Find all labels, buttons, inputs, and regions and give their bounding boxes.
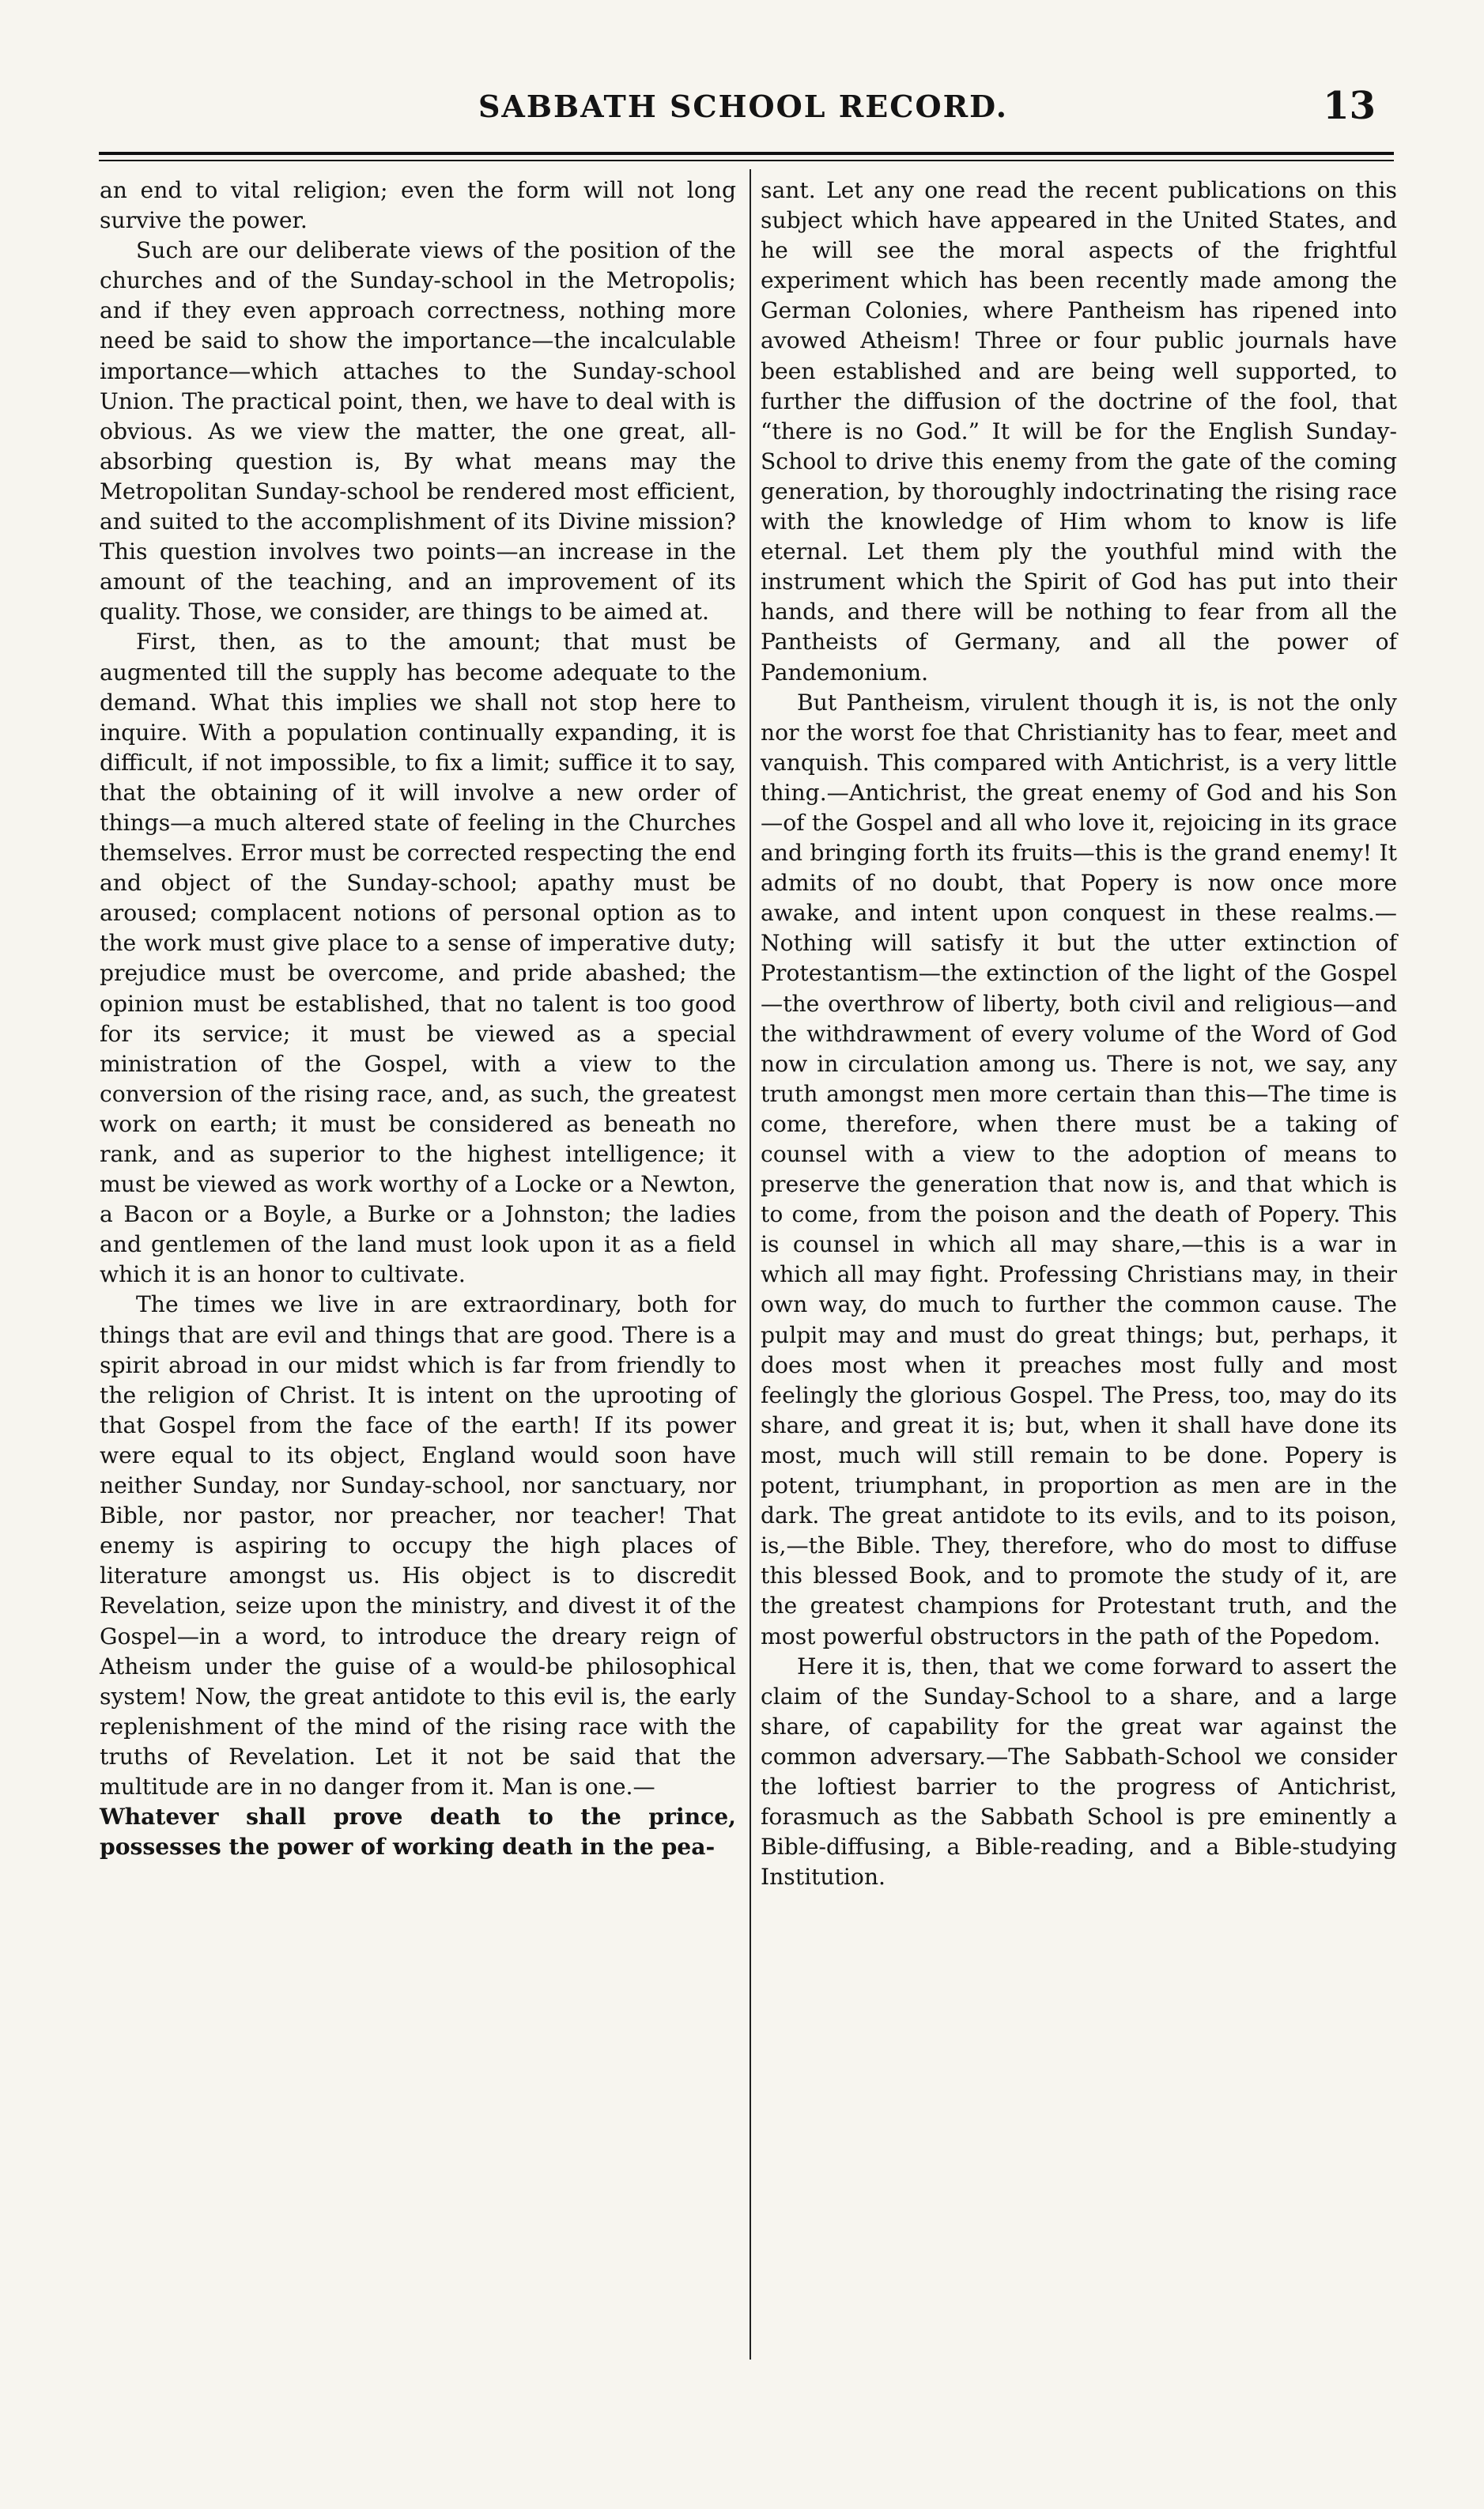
paragraph: an end to vital religion; even the form will not long survive the power. [100, 177, 736, 234]
right-column [761, 176, 1397, 2366]
page-number: 13 [1323, 84, 1376, 128]
paragraph: Here it is, then, that we come forward to assert the claim of the Sunday-School to a share, and a large share, of capability for the great war against the common adversary.—The Sabbath-School we consider the loftiest barrier to the progress of Antichrist, forasmuch as the Sabbath School is pre eminently a Bible-diffusing, a Bible-reading, and a Bible-studying Institution. [761, 1653, 1397, 1891]
column-divider [750, 169, 751, 2360]
paragraph: First, then, as to the amount; that must be augmented till the supply has become adequate to the demand. What this implies we shall not stop here to inquire. With a population continually expanding, it is difficult, if not impossible, to fix a limit; suffice it to say, that the obtaining of it will involve a new order of things—a much altered state of feeling in the Churches themselves. Error must be corrected respecting the end and object of the Sunday-school; apathy must be aroused; complacent notions of personal option as to the work must give place to a sense of imperative duty; prejudice must be overcome, and pride abashed; the opinion must be established, that no talent is too good for its service; it must be viewed as a special ministration of the Gospel, with a view to the conversion of the rising race, and, as such, the greatest work on earth; it must be considered as beneath no rank, and as superior to the highest intelligence; it must be viewed as work worthy of a Locke or a Newton, a Bacon or a Boyle, a Burke or a Johnston; the ladies and gentlemen of the land must look upon it as a field which it is an honor to cultivate. [100, 629, 736, 1288]
paragraph: But Pantheism, virulent though it is, is not the only nor the worst foe that Christianity has to fear, meet and vanquish. This compared with Antichrist, is a very little thing.—Antichrist, the great enemy of God and his Son—of the Gospel and all who love it, rejoicing in its grace and bringing forth its fruits—this is the grand enemy! It admits of no doubt, that Popery is now once more awake, and intent upon conquest in these realms.—Nothing will satisfy it but the utter extinction of Protestantism—the extinction of the light of the Gospel—the overthrow of liberty, both civil and religious—and the withdrawment of every volume of the Word of God now in circulation among us. There is not, we say, any truth amongst men more certain than this—The time is come, therefore, when there must be a taking of counsel with a view to the adoption of means to preserve the generation that now is, and that which is to come, from the poison and the death of Popery. This is counsel in which all may share,—this is a war in which all may fight. Professing Christians may, in their own way, do much to further the common cause. The pulpit may and must do great things; but, perhaps, it does most when it preaches most fully and most feelingly the glorious Gospel. The Press, too, may do its share, and great it is; but, when it shall have done its most, much will still remain to be done. Popery is potent, triumphant, in proportion as men are in the dark. The great antidote to its evils, and to its poison, is,—the Bible. They, therefore, who do most to diffuse this blessed Book, and to promote the study of it, are the greatest champions for Protestant truth, and the most powerful obstructors in the path of the Popedom. [761, 689, 1397, 1649]
paragraph: The times we live in are extraordinary, both for things that are evil and things that are good. There is a spirit abroad in our midst which is far from friendly to the religion of Christ. It is intent on the uprooting of that Gospel from the face of the earth! If its power were equal to its object, England would soon have neither Sunday, nor Sunday-school, nor sanctuary, nor Bible, nor pastor, nor preacher, nor teacher! That enemy is aspiring to occupy the high places of literature amongst us. His object is to discredit Revelation, seize upon the ministry, and divest it of the Gospel—in a word, to introduce the dreary reign of Atheism under the guise of a would-be philosophical system! Now, the great antidote to this evil is, the early replenishment of the mind of the rising race with the truths of Revelation. Let it not be said that the multitude are in no danger from it. Man is one.— [100, 1291, 736, 1800]
page-header [95, 84, 1391, 152]
paragraph: Such are our deliberate views of the position of the churches and of the Sunday-school in the Metropolis; and if they even approach correctness, nothing more need be said to show the importance—the incalculable importance—which attaches to the Sunday-school Union. The practical point, then, we have to deal with is obvious. As we view the matter, the one great, all-absorbing question is, By what means may the Metropolitan Sunday-school be rendered most efficient, and suited to the accomplishment of its Divine mission? This question involves two points—an increase in the amount of the teaching, and an improvement of its quality. Those, we consider, are things to be aimed at. [100, 237, 736, 625]
header-rule-thin [99, 160, 1394, 161]
paragraph: Whatever shall prove death to the prince, possesses the power of working death in the pea- [100, 1804, 736, 1861]
header-rule-thick [99, 152, 1394, 155]
paragraph: sant. Let any one read the recent publications on this subject which have appeared in the United States, and he will see the moral aspects of the frightful experiment which has been recently made among the German Colonies, where Pantheism has ripened into avowed Atheism! Three or four public journals have been established and are being well supported, to further the diffusion of the doctrine of the fool, that “there is no God.” It will be for the English Sunday-School to drive this enemy from the gate of the coming generation, by thoroughly indoctrinating the rising race with the knowledge of Him whom to know is life eternal. Let them ply the youthful mind with the instrument which the Spirit of God has put into their hands, and there will be nothing to fear from all the Pantheists of Germany, and all the power of Pandemonium. [761, 177, 1397, 686]
running-title: SABBATH SCHOOL RECORD. [478, 89, 1009, 124]
left-column [100, 176, 736, 2366]
